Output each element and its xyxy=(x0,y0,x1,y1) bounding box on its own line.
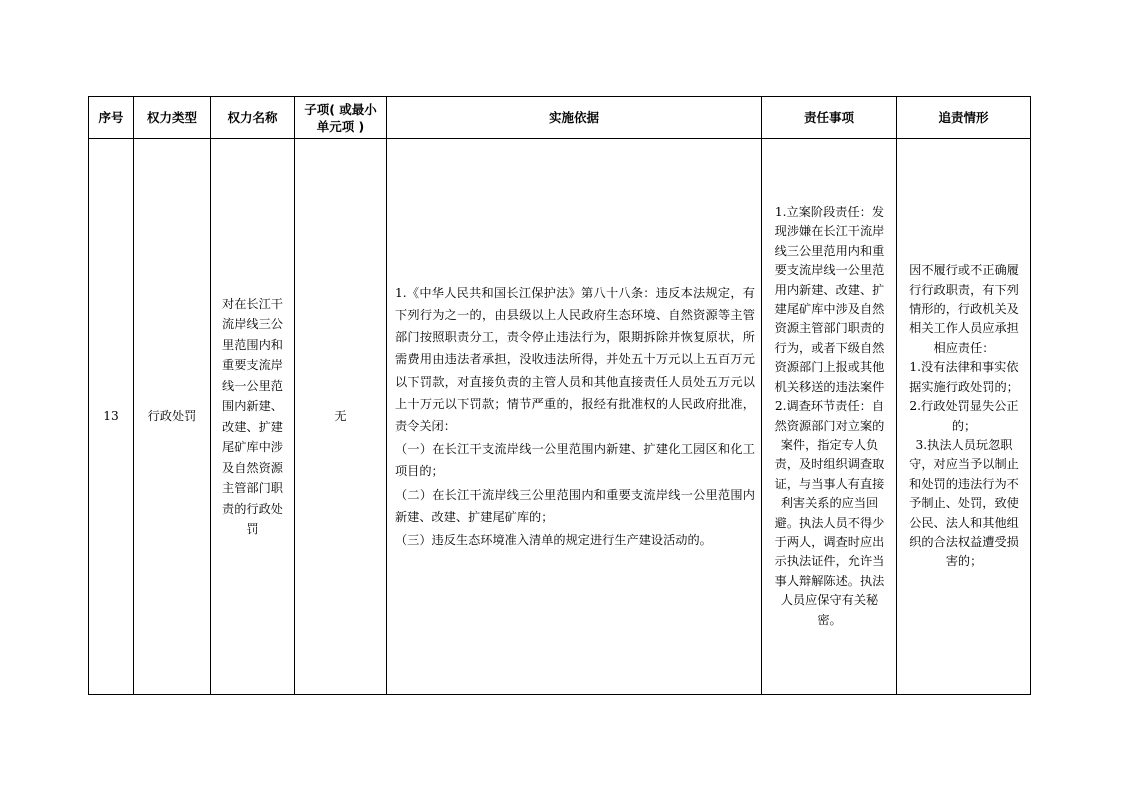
accountability-paragraph: 2.行政处罚显失公正的； xyxy=(909,399,1019,433)
cell-power-type: 行政处罚 xyxy=(134,139,211,695)
header-basis: 实施依据 xyxy=(387,97,762,139)
cell-basis xyxy=(387,139,762,695)
accountability-paragraph: 因不履行或不正确履行行政职责，有下列情形的，行政机关及相关工作人员应承担相应责任： xyxy=(909,263,1019,355)
cell-power-name xyxy=(211,139,295,695)
accountability-paragraph: 3.执法人员玩忽职守，对应当予以制止和处罚的违法行为不予制止、处罚，致使公民、法人和其他组织的合法权益遭受损害的； xyxy=(909,437,1019,569)
basis-paragraph: （三）违反生态环境准入清单的规定进行生产建设活动的。 xyxy=(395,533,712,548)
basis-paragraph: （一）在长江干支流岸线一公里范围内新建、扩建化工园区和化工项目的； xyxy=(395,442,755,479)
header-responsibility: 责任事项 xyxy=(762,97,897,139)
responsibility-paragraph: 2.调查环节责任：自然资源部门对立案的案件，指定专人负责，及时组织调查取证，与当事人有直接利害关系的应当回避。执法人员不得少于两人，调查时应出示执法证件，允许当事人辩解陈述。执法人员应保守有关秘密。 xyxy=(774,399,885,627)
basis-paragraph: 1.《中华人民共和国长江保护法》第八十八条：违反本法规定，有下列行为之一的，由县级以上人民政府生态环境、自然资源等主管部门按照职责分工，责令停止违法行为，限期拆除并恢复原状，所需费用由违法者承担，没收违法所得，并处五十万元以上五百万元以下罚款，对直接负责的主管人员和其他直接责任人员处五万元以上十万元以下罚款；情节严重的，报经有批准权的人民政府批准，责令关闭： xyxy=(395,285,755,433)
power-list-table xyxy=(88,96,1031,695)
basis-paragraph: （二）在长江干流岸线三公里范围内和重要支流岸线一公里范围内新建、改建、扩建尾矿库的； xyxy=(395,487,755,524)
cell-sub-item: 无 xyxy=(295,139,387,695)
header-row xyxy=(89,97,1031,139)
cell-responsibility xyxy=(762,139,897,695)
power-name-text: 对在长江干流岸线三公里范围内和重要支流岸线一公里范围内新建、改建、扩建尾矿库中涉及自然资源主管部门职责的行政处罚 xyxy=(222,296,283,536)
header-seq: 序号 xyxy=(89,97,134,139)
header-sub-item: 子项( 或最小单元项 ) xyxy=(295,97,387,139)
header-power-name: 权力名称 xyxy=(211,97,295,139)
cell-accountability xyxy=(897,139,1031,695)
responsibility-paragraph: 1.立案阶段责任：发现涉嫌在长江干流岸线三公里范用内和重要支流岸线一公里范用内新建、改建、扩建尾矿库中涉及自然资源主管部门职责的行为，或者下级自然资源部门上报或其他机关移送的违法案件 xyxy=(774,205,885,394)
table-row xyxy=(89,139,1031,695)
header-accountability: 追责情形 xyxy=(897,97,1031,139)
accountability-paragraph: 1.没有法律和事实依据实施行政处罚的； xyxy=(909,360,1019,394)
cell-seq: 13 xyxy=(89,139,134,695)
header-power-type: 权力类型 xyxy=(134,97,211,139)
